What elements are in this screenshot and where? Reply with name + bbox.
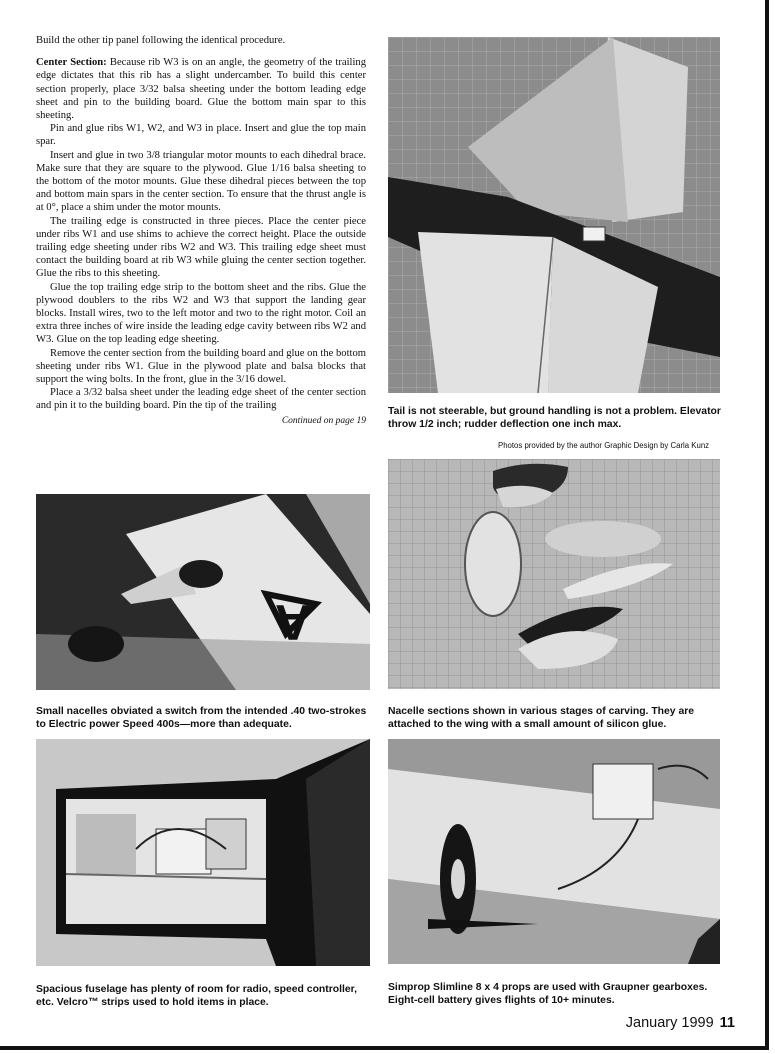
page-footer (626, 1015, 735, 1031)
photo-nacelle-sections (388, 459, 720, 689)
paragraph-top-trailing-edge: Glue the top trailing edge strip to the bottom sheet and the ribs. Glue the plywood doublers to the ribs W2 and W3 that support the landing gear blocks. Install wires, two to the left motor and two to the right motor. Coil an extra three inches of wire inside the leading edge cavity between ribs W2 and W3. Glue on the top leading edge sheeting. (36, 281, 366, 346)
photo-props (388, 739, 720, 964)
paragraph-motor-mounts: Insert and glue in two 3/8 triangular motor mounts to each dihedral brace. Make sure that they are square to the plywood. Glue 1/16 balsa sheeting to the bottom of the motor mounts. Glue these dihedral pieces between the top and bottom main spars in the center section. To ensure that the thrust angle is at 0°, place a shim under the motor mounts. (36, 149, 366, 214)
page-number: 11 (719, 1015, 735, 1031)
paragraph-remove-center: Remove the center section from the building board and glue on the bottom sheeting under ribs W1. Glue in the plywood plate and balsa blocks that support the wing bolts. In the front, glue in the 3/16 dowel. (36, 347, 366, 386)
photo-fuselage (36, 739, 370, 966)
center-section-text: Because rib W3 is on an angle, the geometry of the trailing edge dictates that this rib has a slight undercamber. To build this center section properly, place 3/32 balsa sheeting under the bottom leading edge sheet and pin to the building board. Glue the bottom main spar to this sheeting. (36, 57, 366, 122)
paragraph-center-section (36, 56, 366, 122)
wing-marking: A (274, 594, 311, 650)
paragraph-trailing-edge: The trailing edge is constructed in three pieces. Place the center piece under ribs W1 and use shims to achieve the correct height. Place the outside trailing edge sheeting under ribs W2 and W3. This trailing edge sheet must contact the building board at rib W3 while gluing the center section together. Glue the ribs to this sheeting. (36, 215, 366, 280)
center-section-heading: Center Section: (36, 57, 107, 69)
caption-fuselage: Spacious fuselage has plenty of room for radio, speed controller, etc. Velcro™ strips used to hold items in place. (36, 984, 358, 1008)
paragraph-tip-panel: Build the other tip panel following the identical procedure. (36, 35, 286, 46)
photo-credit: Photos provided by the author Graphic Design by Carla Kunz (498, 441, 710, 450)
issue-date: January 1999 (625, 1015, 714, 1031)
article-body (36, 34, 366, 428)
caption-tail: Tail is not steerable, but ground handling is not a problem. Elevator throw 1/2 inch; rudder deflection one inch max. (388, 406, 721, 430)
caption-nacelle-sections: Nacelle sections shown in various stages of carving. They are attached to the wing with a small amount of silicon glue. (388, 706, 695, 730)
caption-nacelles: Small nacelles obviated a switch from the intended .40 two-strokes to Electric power Speed 400s—more than adequate. (36, 706, 367, 730)
paragraph-ribs: Pin and glue ribs W1, W2, and W3 in place. Insert and glue the top main spar. (36, 123, 366, 148)
paragraph-balsa-sheet: Place a 3/32 balsa sheet under the leading edge sheet of the center section and pin it to the building board. Pin the tip of the trailing (36, 387, 366, 412)
continued-link[interactable]: Continued on page 19 (281, 415, 366, 426)
photo-tail (388, 37, 720, 393)
caption-props: Simprop Slimline 8 x 4 props are used with Graupner gearboxes. Eight-cell battery gives flights of 10+ minutes. (388, 982, 708, 1006)
photo-nacelles (36, 494, 370, 690)
